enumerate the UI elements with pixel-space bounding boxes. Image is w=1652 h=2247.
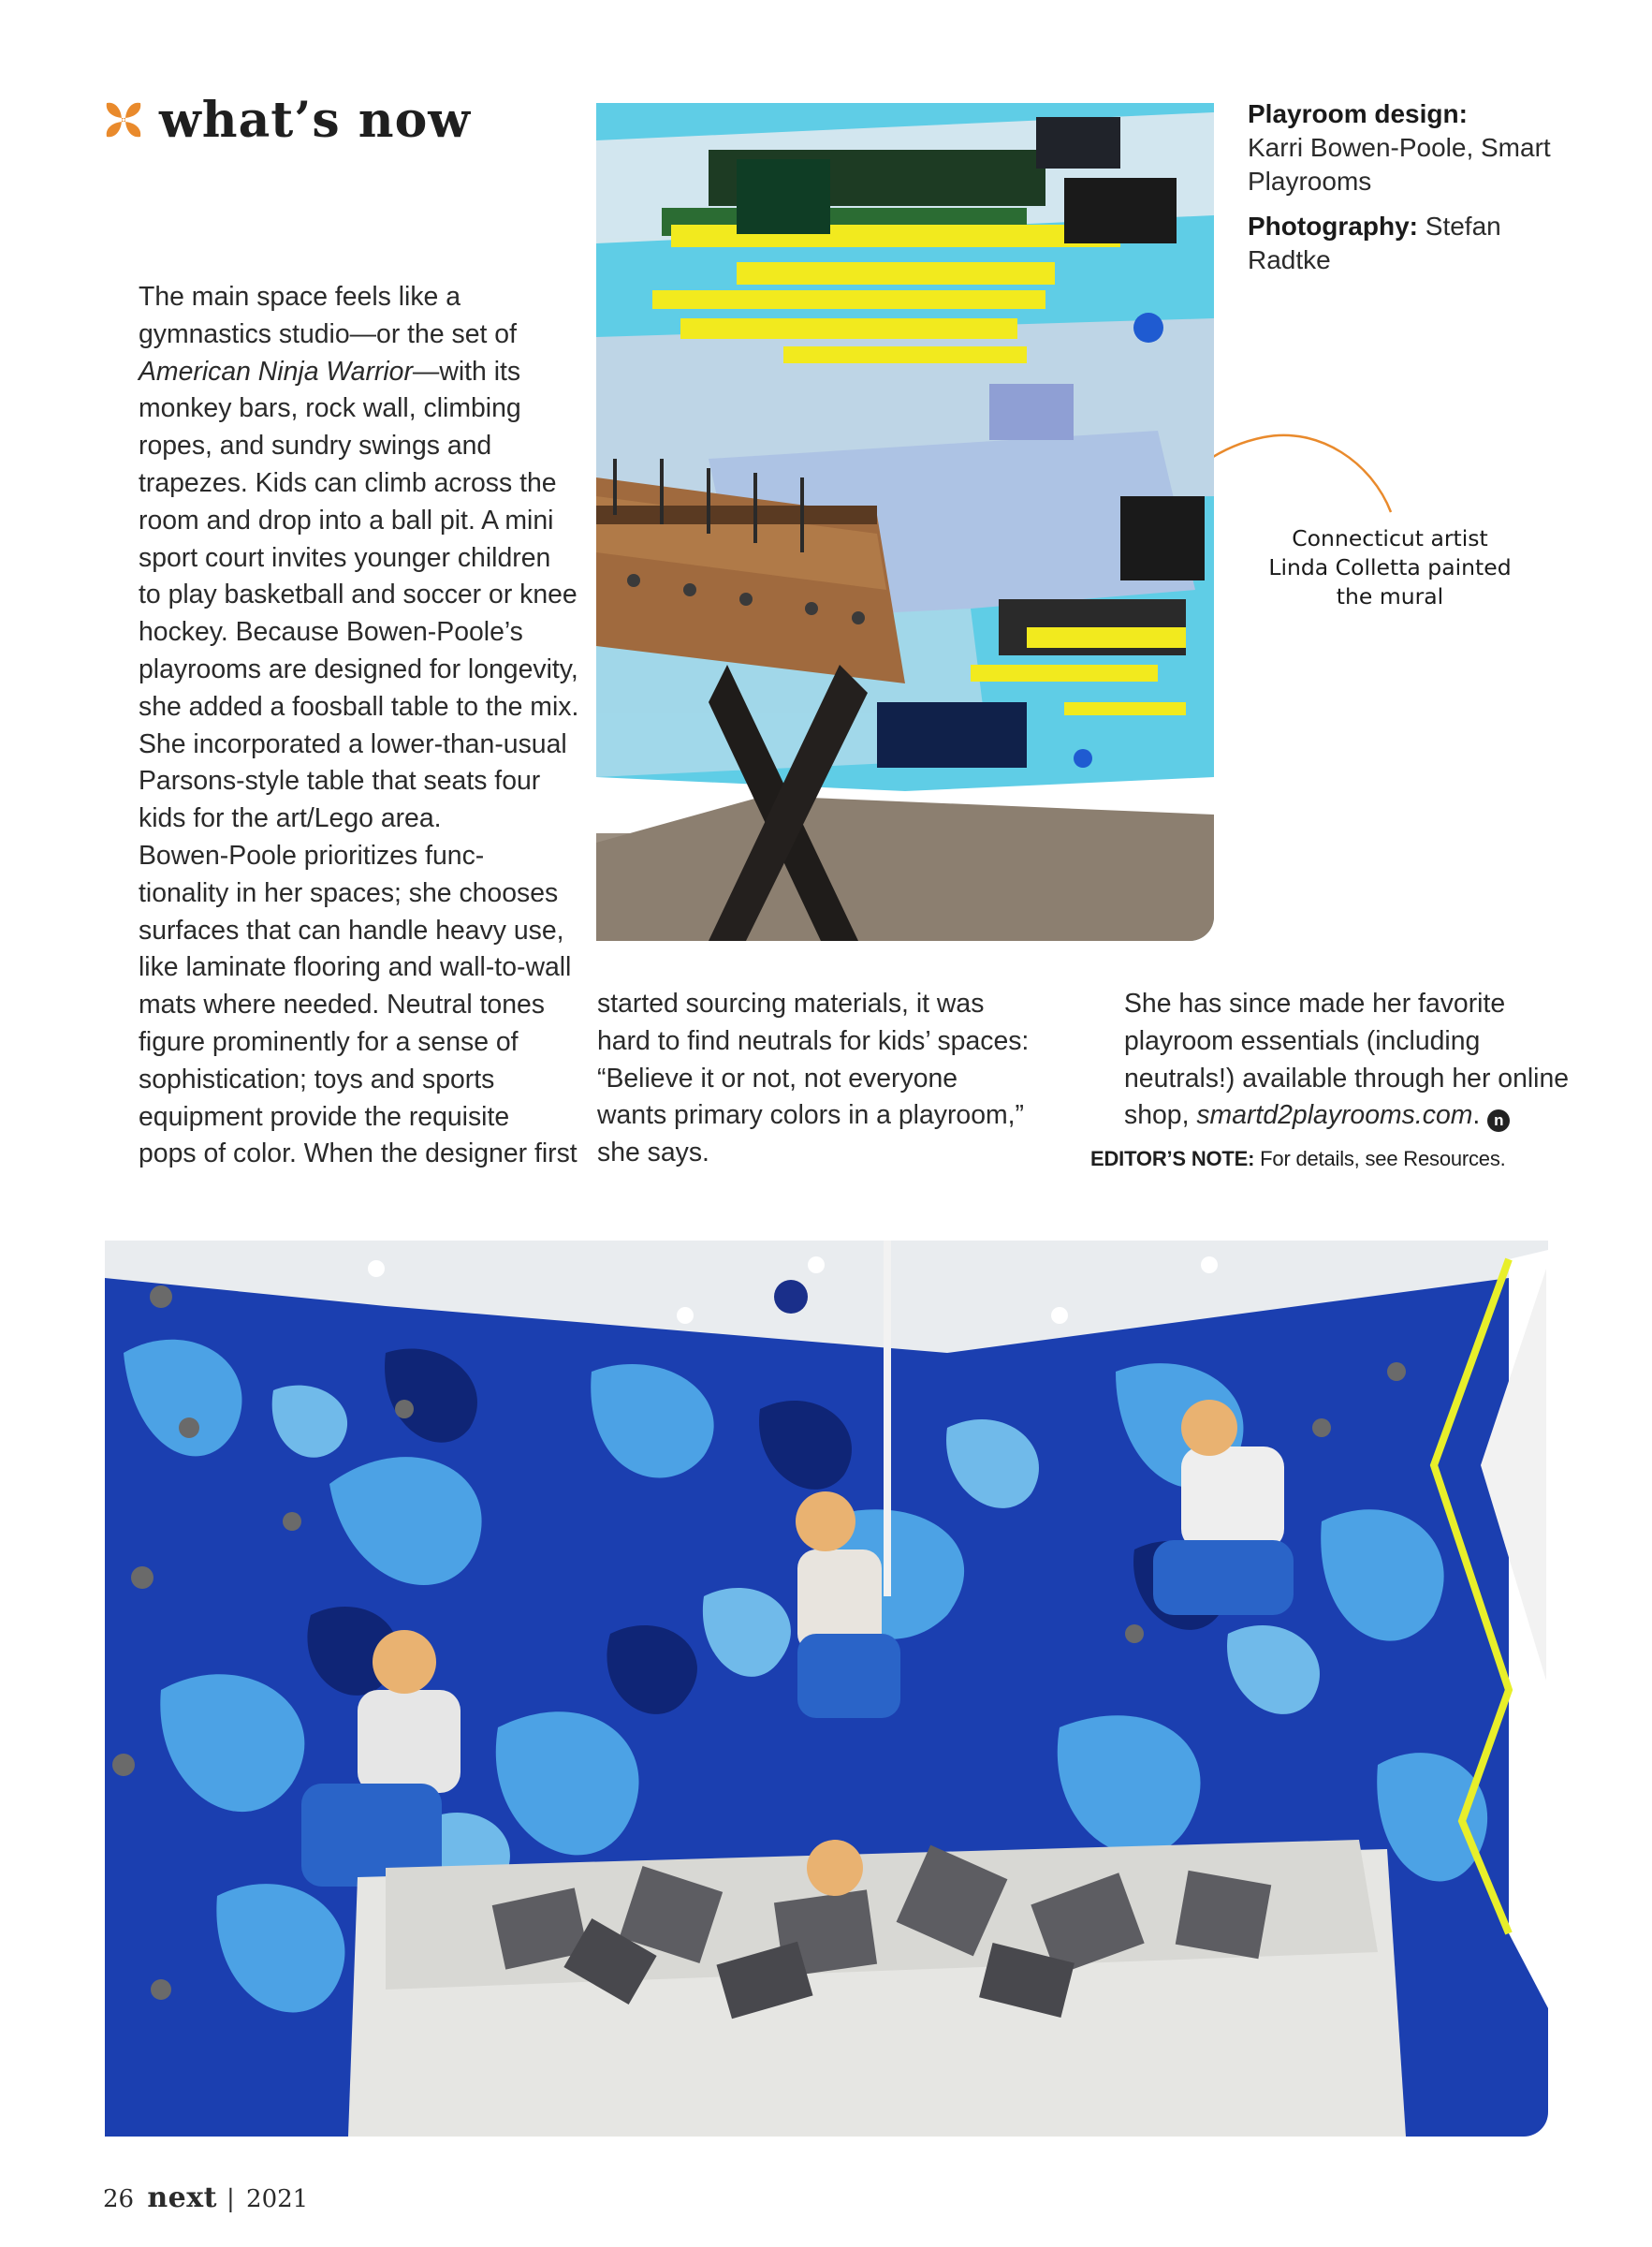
text-line: ropes, and sundry swings and bbox=[139, 431, 492, 462]
text-line: hard to find neutrals for kids’ spaces: bbox=[597, 1025, 1030, 1056]
section-title: what’s now bbox=[159, 91, 472, 149]
caption-line: Linda Colletta painted bbox=[1268, 554, 1512, 580]
climbing-room-photo bbox=[105, 1241, 1548, 2137]
show-title: American Ninja Warrior bbox=[139, 356, 413, 387]
text-line: trapezes. Kids can climb across the bbox=[139, 467, 557, 498]
text-line: “Believe it or not, not everyone bbox=[597, 1063, 958, 1094]
shop-url: smartd2playrooms.com bbox=[1196, 1100, 1473, 1131]
text-line: figure prominently for a sense of bbox=[139, 1026, 519, 1057]
text-line: She incorporated a lower-than-usual bbox=[139, 728, 567, 759]
text-line: monkey bars, rock wall, climbing bbox=[139, 393, 521, 424]
text-line: Bowen-Poole prioritizes func- bbox=[139, 840, 485, 871]
editors-note bbox=[1090, 1140, 1540, 1178]
text-fragment: —with its bbox=[412, 356, 521, 387]
text-line: like laminate flooring and wall-to-wall bbox=[139, 952, 572, 983]
photo-credit-label: Photography: bbox=[1248, 212, 1418, 241]
page-footer bbox=[103, 2181, 308, 2214]
text-line: She has since made her favorite bbox=[1124, 989, 1506, 1019]
section-header bbox=[101, 92, 471, 148]
photo-credits bbox=[1248, 97, 1566, 288]
text-line: to play basketball and soccer or knee bbox=[139, 580, 577, 610]
text-line: gymnastics studio—or the set of bbox=[139, 318, 517, 349]
text-fragment: . bbox=[1472, 1100, 1481, 1131]
photo-credit-value: Stefan bbox=[1425, 212, 1501, 241]
text-line: equipment provide the requisite bbox=[139, 1101, 510, 1132]
text-line bbox=[1090, 1097, 1540, 1135]
mural-foosball-photo bbox=[596, 103, 1214, 941]
article-column-3 bbox=[1090, 986, 1570, 1178]
text-line: sport court invites younger children bbox=[139, 542, 551, 573]
photo-credit bbox=[1248, 210, 1566, 277]
text-line: she added a foosball table to the mix. bbox=[139, 691, 579, 722]
text-line: wants primary colors in a playroom,” bbox=[597, 1100, 1024, 1131]
text-line: playrooms are designed for longevity, bbox=[139, 654, 578, 684]
article-column-1 bbox=[105, 279, 579, 1173]
design-credit-label: Playroom design: bbox=[1248, 99, 1468, 128]
text-line: neutrals!) available through her online bbox=[1124, 1063, 1570, 1094]
text-line: started sourcing materials, it was bbox=[597, 989, 985, 1019]
text-line: sophistication; toys and sports bbox=[139, 1064, 495, 1094]
text-line: hockey. Because Bowen-Poole’s bbox=[139, 617, 523, 648]
text-line bbox=[105, 354, 545, 391]
caption-line: the mural bbox=[1336, 583, 1444, 609]
text-line: surfaces that can handle heavy use, bbox=[139, 915, 564, 946]
text-line: The main space feels like a bbox=[139, 282, 461, 312]
text-fragment: shop, bbox=[1124, 1100, 1197, 1131]
editors-note-text: For details, see Resources. bbox=[1254, 1147, 1506, 1171]
photo-credit-value: Radtke bbox=[1248, 245, 1331, 274]
page-number: 26 bbox=[103, 2185, 135, 2213]
article-paragraph bbox=[1090, 986, 1570, 1135]
design-credit-value: Karri Bowen-Poole, Smart bbox=[1248, 133, 1551, 162]
footer-separator: | bbox=[227, 2185, 235, 2213]
end-mark-icon: n bbox=[1487, 1109, 1510, 1132]
article-paragraph bbox=[597, 986, 1037, 1172]
text-line: pops of color. When the designer first bbox=[139, 1138, 577, 1169]
article-paragraph bbox=[105, 279, 579, 838]
issue-year: 2021 bbox=[246, 2185, 309, 2213]
text-line: kids for the art/Lego area. bbox=[139, 803, 442, 834]
orange-flower-icon bbox=[101, 97, 146, 142]
editors-note-label: EDITOR’S NOTE: bbox=[1090, 1147, 1255, 1171]
text-line: room and drop into a ball pit. A mini bbox=[139, 505, 554, 536]
text-line: playroom essentials (including bbox=[1124, 1025, 1481, 1056]
text-line: mats where needed. Neutral tones bbox=[139, 990, 545, 1021]
publication-name: next bbox=[147, 2181, 218, 2214]
design-credit bbox=[1248, 97, 1566, 198]
text-line: Parsons-style table that seats four bbox=[139, 766, 541, 797]
caption-line: Connecticut artist bbox=[1292, 525, 1488, 551]
design-credit-value: Playrooms bbox=[1248, 167, 1372, 196]
mural-caption bbox=[1235, 524, 1544, 611]
article-paragraph bbox=[105, 838, 577, 1173]
text-line: she says. bbox=[597, 1138, 709, 1168]
text-line: tionality in her spaces; she chooses bbox=[139, 877, 559, 908]
article-column-2 bbox=[597, 986, 1037, 1172]
